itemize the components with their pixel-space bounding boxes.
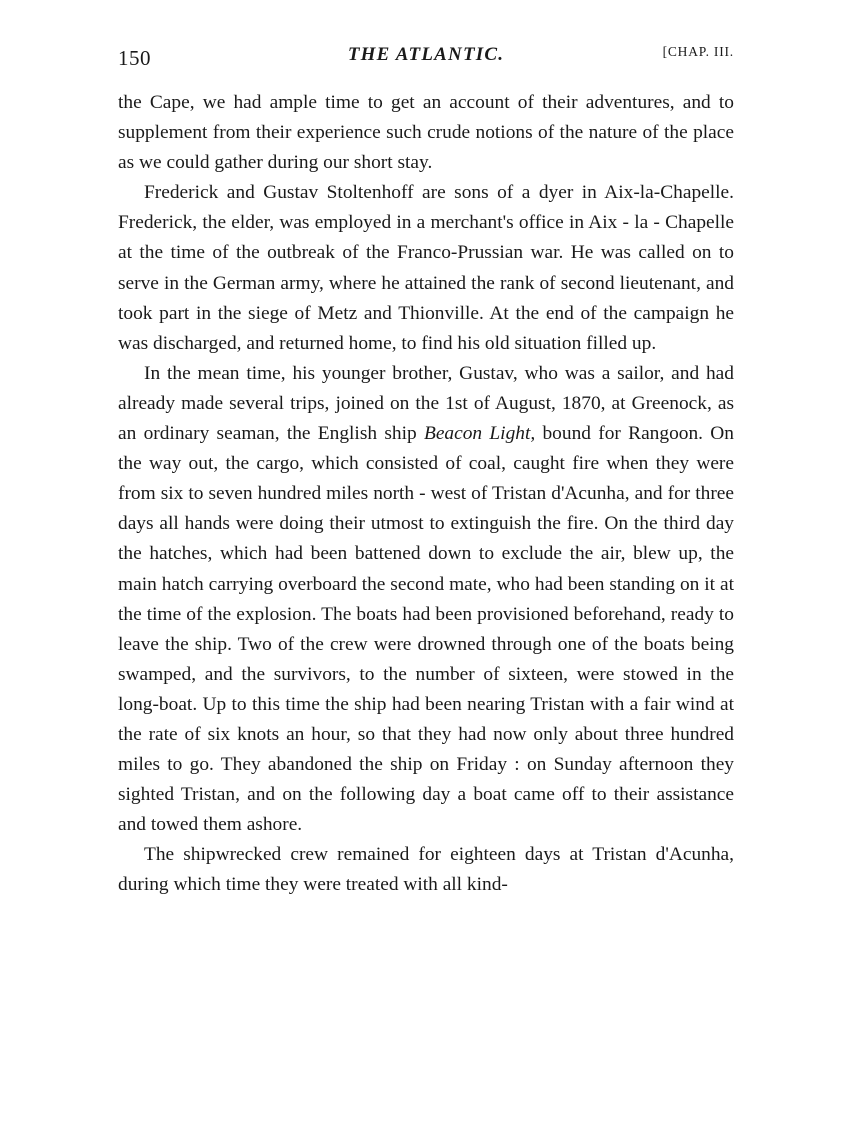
- paragraph: [118, 88, 734, 178]
- text-run: the Cape, we had ample time to get an account of their adventures, and to supplement from their experience such crude notions of the nature of the place as we could gather during our short stay.: [118, 92, 734, 174]
- body-text: [118, 88, 734, 901]
- page-title: THE ATLANTIC.: [347, 44, 505, 65]
- text-run: The shipwrecked crew remained for eighteen days at Tristan d'Acunha, during which time they were treated with all kind-: [118, 844, 734, 896]
- paragraph: [118, 178, 734, 359]
- text-run: Frederick and Gustav Stoltenhoff are sons of a dyer in Aix-la-Chapelle. Frederick, the elder, was employed in a merchant's office in Aix - la - Chapelle at the time of the outbreak of the Franco-Prussian war. He was called on to serve in the German army, where he attained the rank of second lieutenant, and took part in the siege of Metz and Thionville. At the end of the campaign he was discharged, and returned home, to find his old situation filled up.: [118, 182, 734, 354]
- text-run: In the mean time, his younger brother, Gustav, who was a sailor, and had already made several trips, joined on the 1st of August, 1870, at Greenock, as an ordinary seaman, the English ship: [118, 362, 734, 445]
- paragraph: [118, 840, 734, 900]
- text-run: bound for Rangoon. On the way out, the cargo, which consisted of coal, caught fire when they were from six to seven hundred miles north - west of Tristan d'Acunha, and for three days all hands were doing their utmost to extinguish the fire. On the third day the hatches, which had been battened down to exclude the air, blew up, the main hatch carrying overboard the second mate, who had been standing on it at the time of the explosion. The boats had been provisioned beforehand, ready to leave the ship. Two of the crew were drowned through one of the boats being swamped, and the survivors, to the number of sixteen, were stowed in the long-boat. Up to this time the ship had been nearing Tristan with a fair wind at the rate of six knots an hour, so that they had now only about three hundred miles to go. They abandoned the ship on Friday : on Sunday afternoon they sighted Tristan, and on the following day a boat came off to their assistance and towed them ashore.: [118, 423, 734, 836]
- paragraph: [118, 359, 734, 841]
- chapter-marker: [CHAP. III.: [662, 44, 734, 59]
- running-head: [0, 42, 852, 72]
- page-number: 150: [118, 46, 151, 70]
- italic-title: Beacon Light,: [423, 423, 536, 445]
